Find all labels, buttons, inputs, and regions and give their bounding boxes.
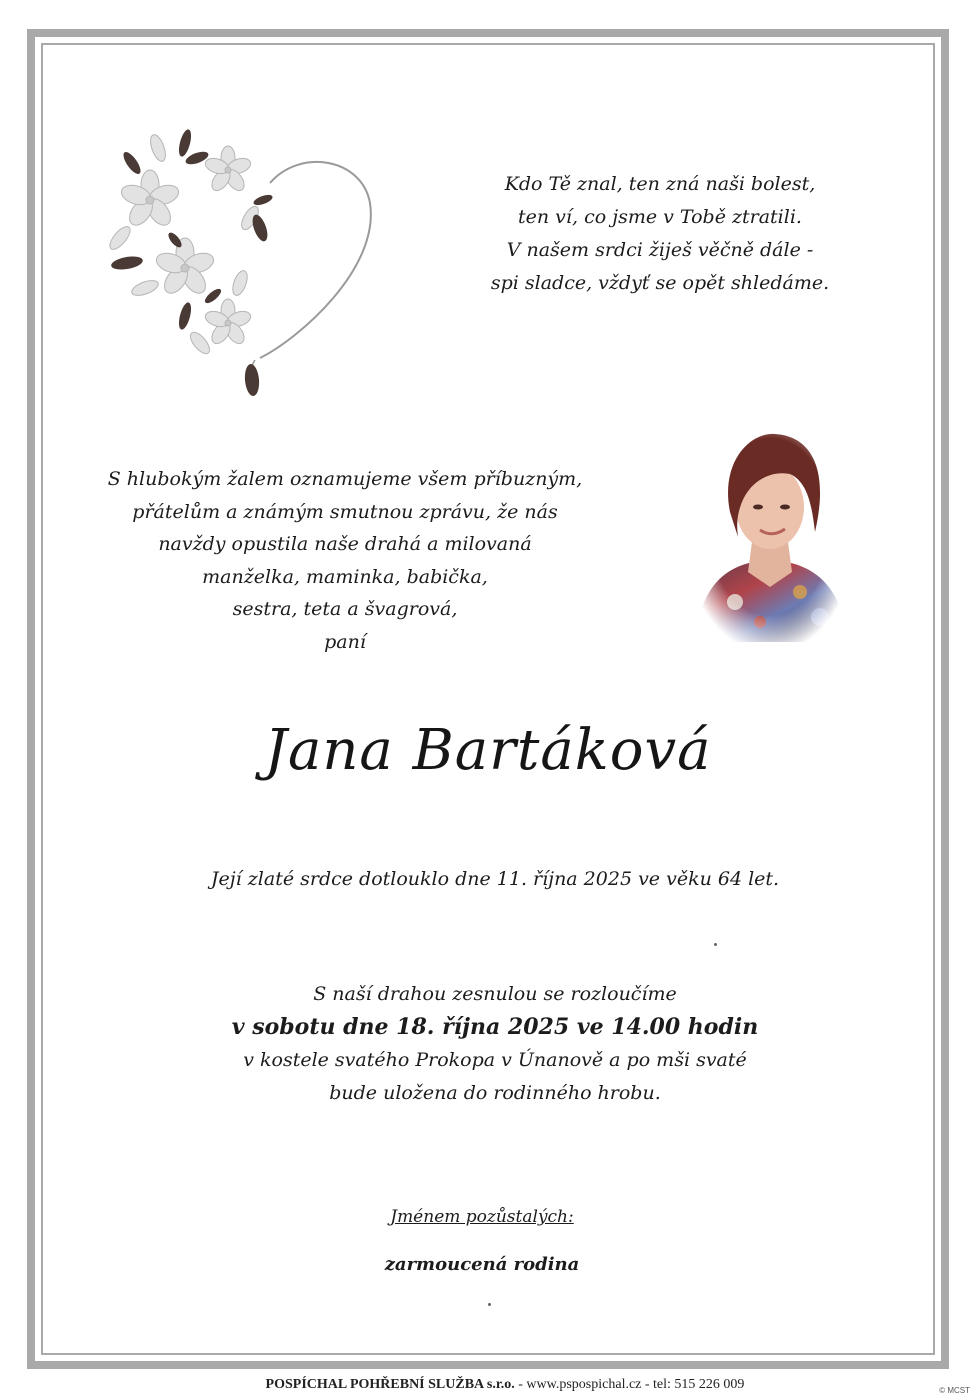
footer-company: POSPÍCHAL POHŘEBNÍ SLUŽBA s.r.o.: [265, 1377, 515, 1392]
announcement-line: navždy opustila naše drahá a milovaná: [158, 533, 532, 555]
portrait-photo: [690, 412, 850, 642]
death-notice: Její zlaté srdce dotlouklo dne 11. října 2025 ve věku 64 let.: [210, 868, 780, 890]
farewell-block: [150, 978, 840, 1110]
scan-speck: [714, 943, 717, 946]
copyright-mark: © MCST: [939, 1386, 970, 1395]
poem-line: ten ví, co jsme v Tobě ztratili.: [518, 206, 802, 228]
signoff-label: Jménem pozůstalých:: [390, 1207, 574, 1227]
farewell-place: v kostele svatého Prokopa v Únanově a po mši svaté: [243, 1049, 747, 1071]
farewell-datetime: v sobotu dne 18. října 2025 ve 14.00 hodin: [231, 1014, 759, 1040]
scan-speck: [488, 1303, 491, 1306]
poem-line: Kdo Tě znal, ten zná naši bolest,: [504, 173, 816, 195]
farewell-burial: bude uložena do rodinného hrobu.: [329, 1082, 661, 1104]
announcement-line: S hlubokým žalem oznamujeme všem příbuzným,: [107, 468, 583, 490]
footer: [0, 1377, 976, 1393]
poem: [470, 168, 850, 300]
announcement-line: přátelům a známým smutnou zprávu, že nás: [132, 500, 558, 523]
poem-line: spi sladce, vždyť se opět shledáme.: [490, 272, 830, 294]
floral-heart-icon: [100, 118, 390, 408]
farewell-intro: S naší drahou zesnulou se rozloučíme: [313, 983, 677, 1005]
poem-line: V našem srdci žiješ věčně dále -: [506, 239, 814, 261]
announcement-line: sestra, teta a švagrová,: [232, 598, 458, 620]
footer-contact: - www.pspospichal.cz - tel: 515 226 009: [514, 1377, 745, 1392]
deceased-name: Jana Bartáková: [264, 718, 712, 783]
announcement-line: paní: [324, 630, 366, 653]
announcement: [100, 463, 590, 658]
signoff-family: zarmoucená rodina: [384, 1254, 580, 1275]
announcement-line: manželka, maminka, babička,: [202, 565, 488, 588]
